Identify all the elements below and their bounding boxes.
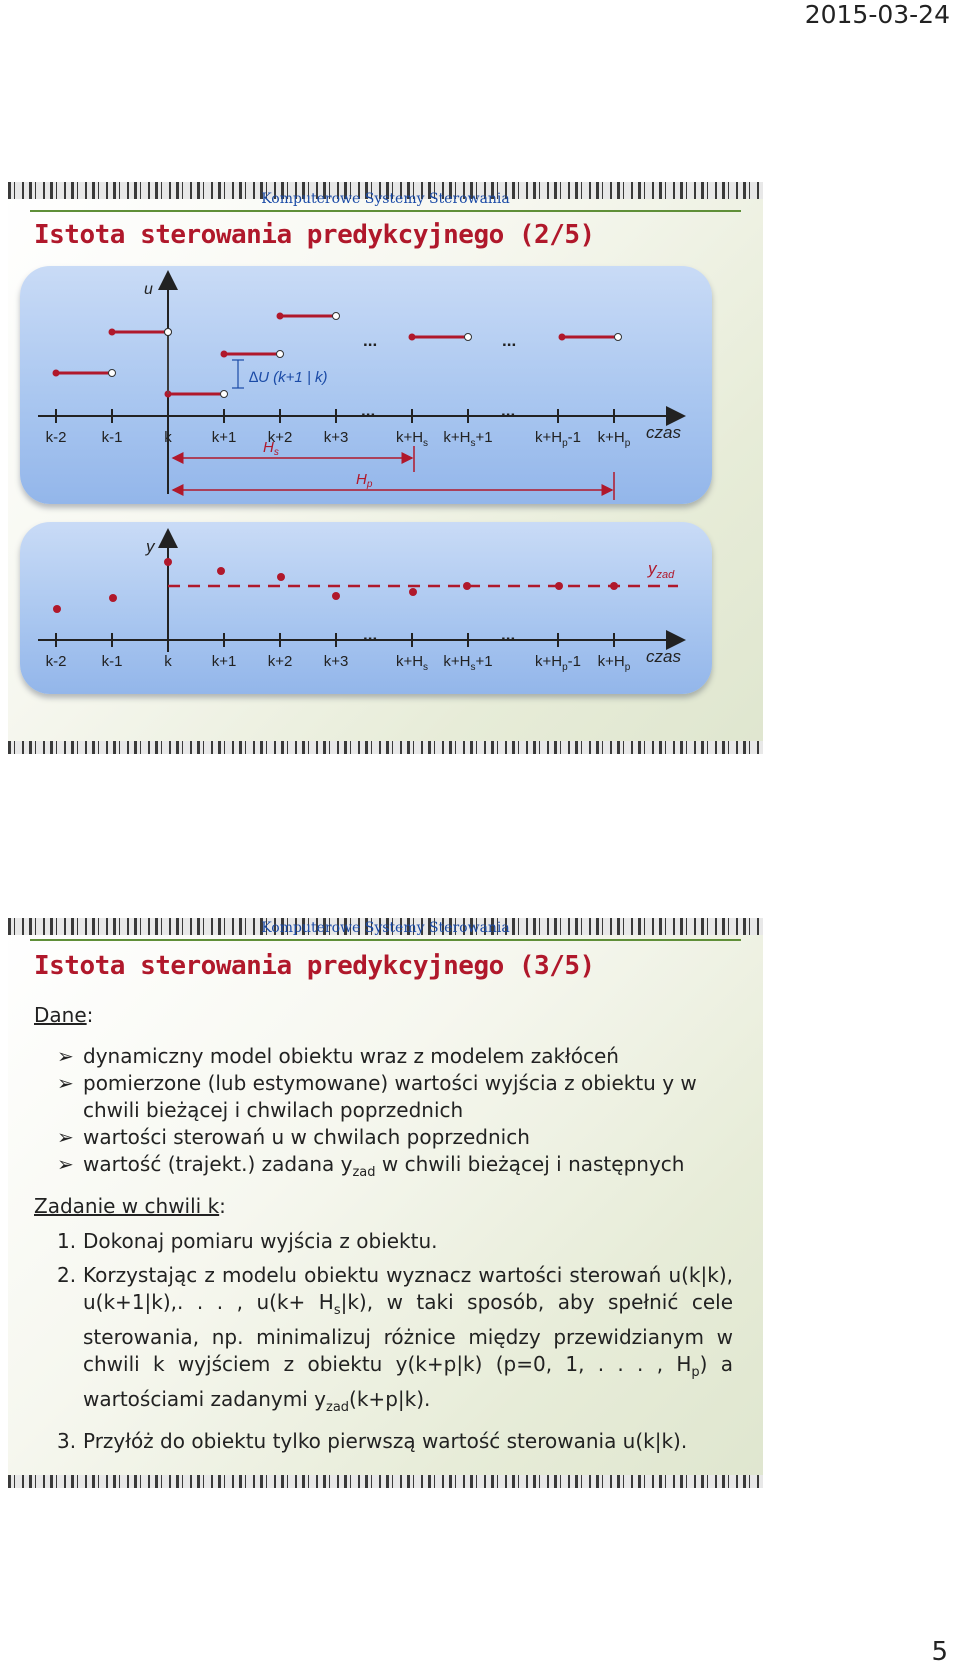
u-step-start [53,370,60,377]
given-list [57,1043,733,1186]
course-header: Komputerowe Systemy Sterowania [261,920,510,936]
task-step: 1. Dokonaj pomiaru wyjścia z obiektu. [57,1229,438,1253]
ellipsis: ... [501,625,516,644]
svg-text:yzad [647,559,675,581]
tick-label: k+3 [323,429,349,446]
u-step-end [109,370,116,377]
y-sample [109,594,117,602]
y-sample [277,573,285,581]
y-axis-tick-labels [46,653,631,673]
given-item: ➢ dynamiczny model obiektu wraz z modelem zakłóceń [57,1044,619,1068]
tick-label: k-1 [101,653,123,670]
task-steps [57,1228,733,1462]
tick-label: k+1 [211,653,237,670]
y-sample [332,592,340,600]
tick-label: k+1 [211,429,237,446]
given-heading: Dane: [34,1003,94,1027]
tick-label: $k+H_s+1$ [443,429,493,449]
task-step: 2. Korzystając z modelu obiektu wyznacz wartości sterowań u(k|k), u(k+1|k),. . . , $u(k+ H_s|k)$, w taki sposób, aby spełnić cele sterowania, np. minimalizuj różnice między przewidzianym w chwili k wyjściem z obiektu y(k+p|k) (p=0, 1, . . . , $H_p$) a wartościami zadanymi $y_{zad}(k+p|k)$. [57,1263,734,1415]
ref-sub: zad [656,569,675,581]
ellipsis: ... [501,401,516,420]
y-time-label: czas [646,647,681,666]
y-axis-label: y [146,537,155,556]
tick-label: k+2 [267,653,293,670]
ellipsis: ... [363,331,378,350]
u-axis-label: u [144,281,153,298]
given-item: ➢ wartości sterowań u w chwilach poprzednich [57,1125,530,1149]
hp-sub: p [366,479,373,490]
tick-label: $k+H_s$ [395,429,429,449]
slide-title: Istota sterowania predykcyjnego (2/5) [34,220,595,250]
slide-prediction-2of5 [8,182,763,754]
page-number: 5 [931,1637,948,1667]
tick-label: k+3 [323,653,349,670]
header-divider [30,939,741,941]
task-heading: Zadanie w chwili k: [34,1194,226,1218]
tick-label: $k+H_p$ [597,429,631,449]
course-header: Komputerowe Systemy Sterowania [261,191,510,207]
y-sample [409,588,417,596]
slide-title: Istota sterowania predykcyjnego (3/5) [34,951,595,981]
tick-label: k-2 [45,653,67,670]
task-step: 3. Przyłóż do obiektu tylko pierwszą wartość sterowania u(k|k). [57,1429,688,1453]
tick-label: $k+H_p$ [597,653,631,673]
control-signal-steps [53,313,622,398]
given-item: ➢ pomierzone (lub estymowane) wartości wyjścia z obiektu y w chwili bieżącej i chwilach poprzednich [57,1071,697,1122]
decorative-strip-bottom [8,741,763,754]
prediction-horizon-marker [173,471,614,500]
hp-label: H [356,471,367,488]
given-item: ➢ wartość (trajekt.) zadana $y_{zad}$ w chwili bieżącej i następnych [57,1152,685,1180]
tick-label: $k+H_s+1$ [443,653,493,673]
tick-label: k-2 [45,429,67,446]
u-axis-tick-labels [46,429,631,449]
tick-label: $k+H_s$ [395,653,429,673]
y-sample [164,558,172,566]
control-horizon-marker [173,439,414,472]
y-sample [53,605,61,613]
u-time-label: czas [646,423,681,442]
hs-label: H [263,439,274,456]
y-sample [217,567,225,575]
y-sample [610,582,618,590]
tick-label: k [164,429,172,446]
prediction-diagram [8,182,763,754]
ellipsis: ... [361,401,376,420]
y-sample [463,582,471,590]
delta-u-label: ∆U (k+1 | k) [249,369,328,386]
slide-prediction-3of5 [8,918,763,1488]
tick-label: $k+H_p-1$ [535,429,581,449]
ellipsis: ... [363,625,378,644]
tick-label: k-1 [101,429,123,446]
decorative-strip-bottom [8,1475,763,1488]
tick-label: k+2 [267,429,293,446]
tick-label: k [164,653,172,670]
tick-label: $k+H_p-1$ [535,653,581,673]
y-sample [555,582,563,590]
delta-u-annotation [232,360,328,388]
page-date: 2015-03-24 [804,0,950,29]
hs-sub: s [273,447,279,458]
ref-label: y [648,559,657,578]
ellipsis: ... [502,331,517,350]
svg-text:Hp [356,471,373,490]
